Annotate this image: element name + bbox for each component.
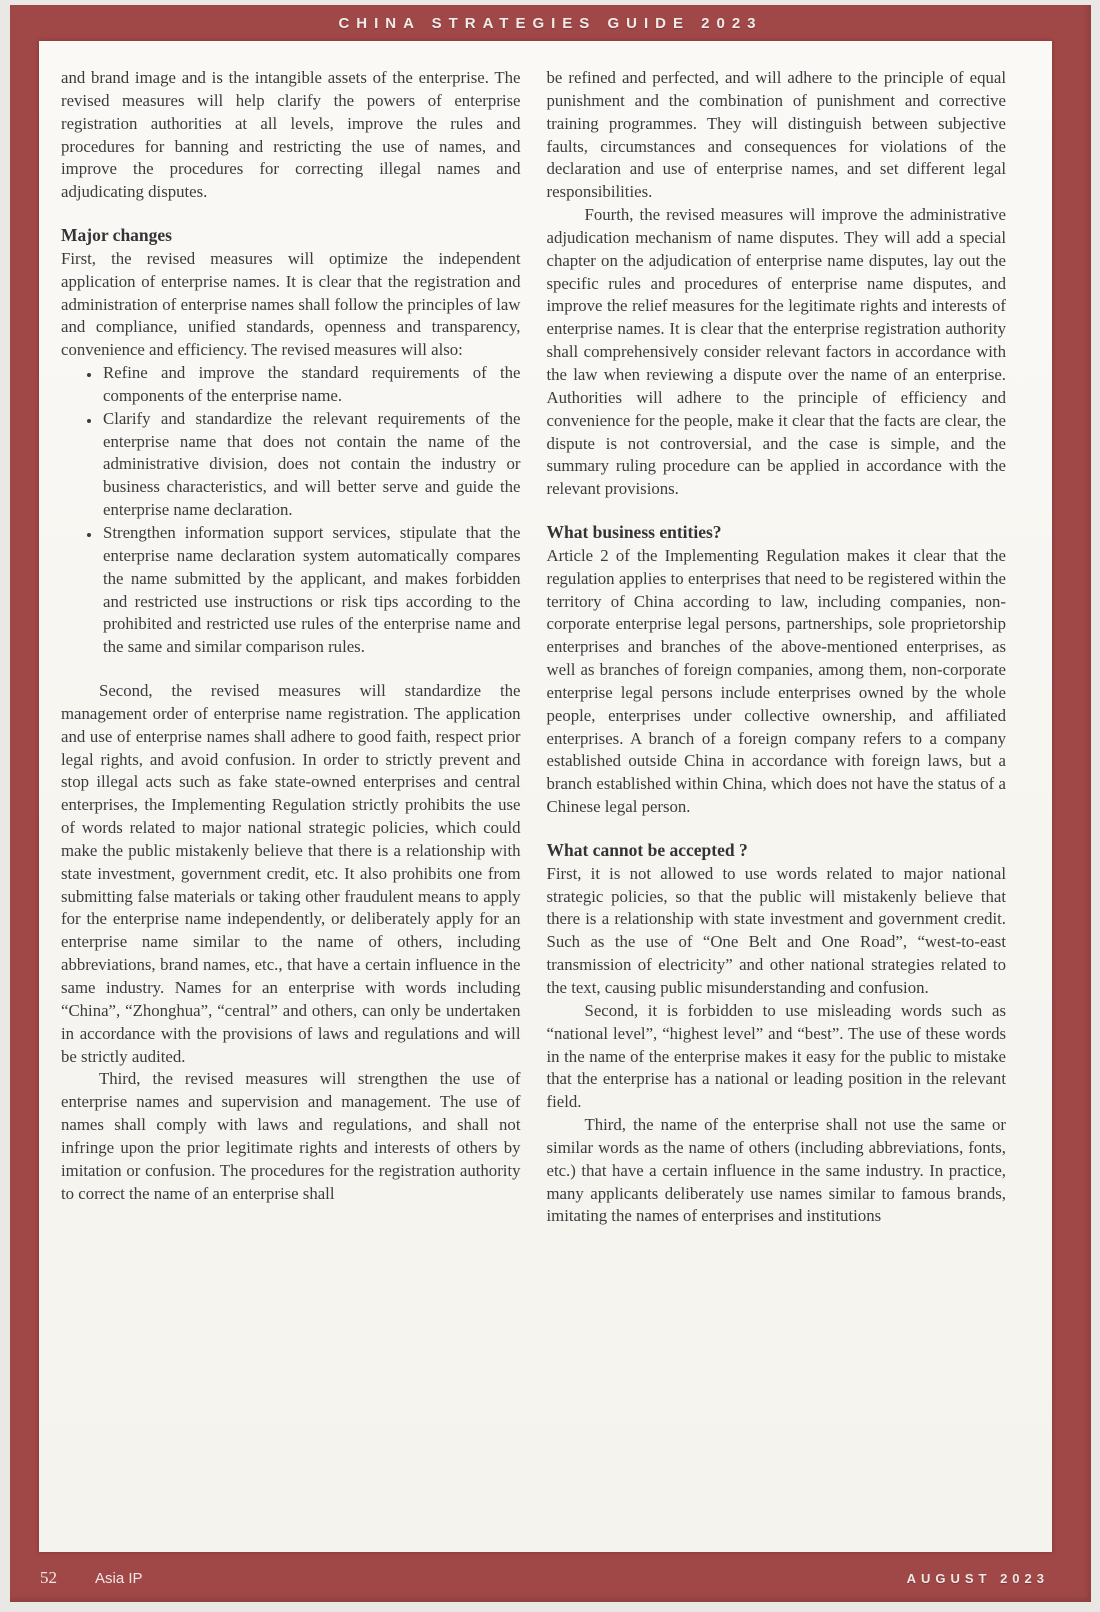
paragraph: Fourth, the revised measures will improve the administrative adjudication mechanism of name disputes. They will add a special chapter on the adjudication of enterprise name disputes, lay out the specific rules and procedures of enterprise name disputes, and improve the relief measures for the legitimate rights and interests of enterprise names. It is clear that the enterprise registration authority shall comprehensively consider relevant factors in accordance with the law when reviewing a dispute over the name of an enterprise. Authorities will adhere to the principle of efficiency and convenience for the people, make it clear that the facts are clear, the dispute is not controversial, and the case is simple, and the summary ruling procedure can be applied in accordance with the relevant provisions. [546,205,1006,499]
paragraph: Article 2 of the Implementing Regulation makes it clear that the regulation applies to enterprises that need to be registered within the territory of China according to law, including companies, non-corporate enterprise legal persons, partnerships, sole proprietorship enterprises and branches of the above-mentioned enterprises, as well as branches of foreign companies, among them, non-corporate enterprise legal persons include enterprises owned by the whole people, enterprises under collective ownership, and affiliated enterprises. A branch of a foreign company refers to a company established outside China in accordance with foreign laws, but a branch established within China, which does not have the status of a Chinese legal person. [546,545,1006,817]
bullet-item: • Clarify and standardize the relevant requirements of the enterprise name that does not contain the name of the administrative division, does not contain the industry or business characteristics, and will better serve and guide the enterprise name declaration. [101,408,521,522]
bullet-item: • Strengthen information support services, stipulate that the enterprise name declaration system automatically compares the name submitted by the applicant, and makes forbidden and restricted use instructions or risk tips according to the prohibited and restricted use rules of the enterprise name and the same and similar comparison rules. [101,522,521,659]
section-heading: Major changes [61,225,172,246]
paper [39,41,1052,1552]
paragraph: Second, it is forbidden to use misleading words such as “national level”, “highest level” and “best”. The use of these words in the name of the enterprise makes it easy for the public to mistake that the enterprise has a national or leading position in the relevant field. [546,1000,1006,1112]
paragraph: Second, the revised measures will standardize the management order of enterprise name registration. The application and use of enterprise names shall adhere to good faith, respect prior legal rights, and avoid confusion. In order to strictly prevent and stop illegal acts such as fake state-owned enterprises and central enterprises, the Implementing Regulation strictly prohibits the use of words related to major national strategic policies, which could make the public mistakenly believe that there is a relationship with state investment, government credit, etc. It also prohibits one from submitting false materials or taking other fraudulent means to apply for the enterprise name independently, or deliberately apply for an enterprise name similar to the name of others, including abbreviations, brand names, etc., that have a certain influence in the same industry. Names for an enterprise with words including “China”, “Zhonghua”, “central” and others, can only be undertaken in accordance with the provisions of laws and regulations and will be strictly audited. [61,681,521,1066]
paragraph: Third, the revised measures will strengthen the use of enterprise names and supervision and management. The use of names shall comply with laws and regulations, and shall not infringe upon the prior legitimate rights and interests of others by imitation or confusion. The procedures for the registration authority to correct the name of an enterprise shall [61,1069,521,1203]
paragraph: First, it is not allowed to use words related to major national strategic policies, so that the public will mistakenly believe that there is a relationship with state investment and government credit. Such as the use of “One Belt and One Road”, “west-to-east transmission of electricity” and other national strategies related to the text, causing public misunderstanding and confusion. [546,863,1006,997]
left-column [61,67,521,1228]
footer-left [40,1568,143,1588]
section-heading: What cannot be accepted ? [546,839,748,860]
article-body [39,41,1052,1228]
section-heading: What business entities? [546,522,722,543]
footer [40,1568,1049,1588]
page-number: 52 [40,1568,57,1587]
publication-brand: Asia IP [95,1570,143,1587]
bullet-list [61,362,521,659]
page-frame [10,5,1091,1602]
paragraph: and brand image and is the intangible assets of the enterprise. The revised measures will help clarify the powers of enterprise registration authorities at all levels, improve the rules and procedures for banning and restricting the use of names, and improve the procedures for correcting illegal names and adjudicating disputes. [61,68,521,202]
right-column [547,67,1007,1228]
page-title: CHINA STRATEGIES GUIDE 2023 [338,15,763,32]
paragraph: Third, the name of the enterprise shall not use the same or similar words as the name of others (including abbreviations, fonts, etc.) that have a certain influence in the same industry. In practice, many applicants deliberately use names similar to famous brands, imitating the names of enterprises and institutions [546,1115,1006,1226]
paragraph: be refined and perfected, and will adhere to the principle of equal punishment and the combination of punishment and corrective training programmes. They will distinguish between subjective faults, circumstances and consequences for violations of the declaration and use of enterprise names, and set different legal responsibilities. [546,68,1006,202]
issue-date: AUGUST 2023 [906,1571,1049,1586]
bullet-item: • Refine and improve the standard requirements of the components of the enterprise name. [101,362,521,408]
paragraph: First, the revised measures will optimize the independent application of enterprise names. It is clear that the registration and administration of enterprise names shall follow the principles of law and compliance, unified standards, openness and transparency, convenience and efficiency. The revised measures will also: [61,248,521,360]
